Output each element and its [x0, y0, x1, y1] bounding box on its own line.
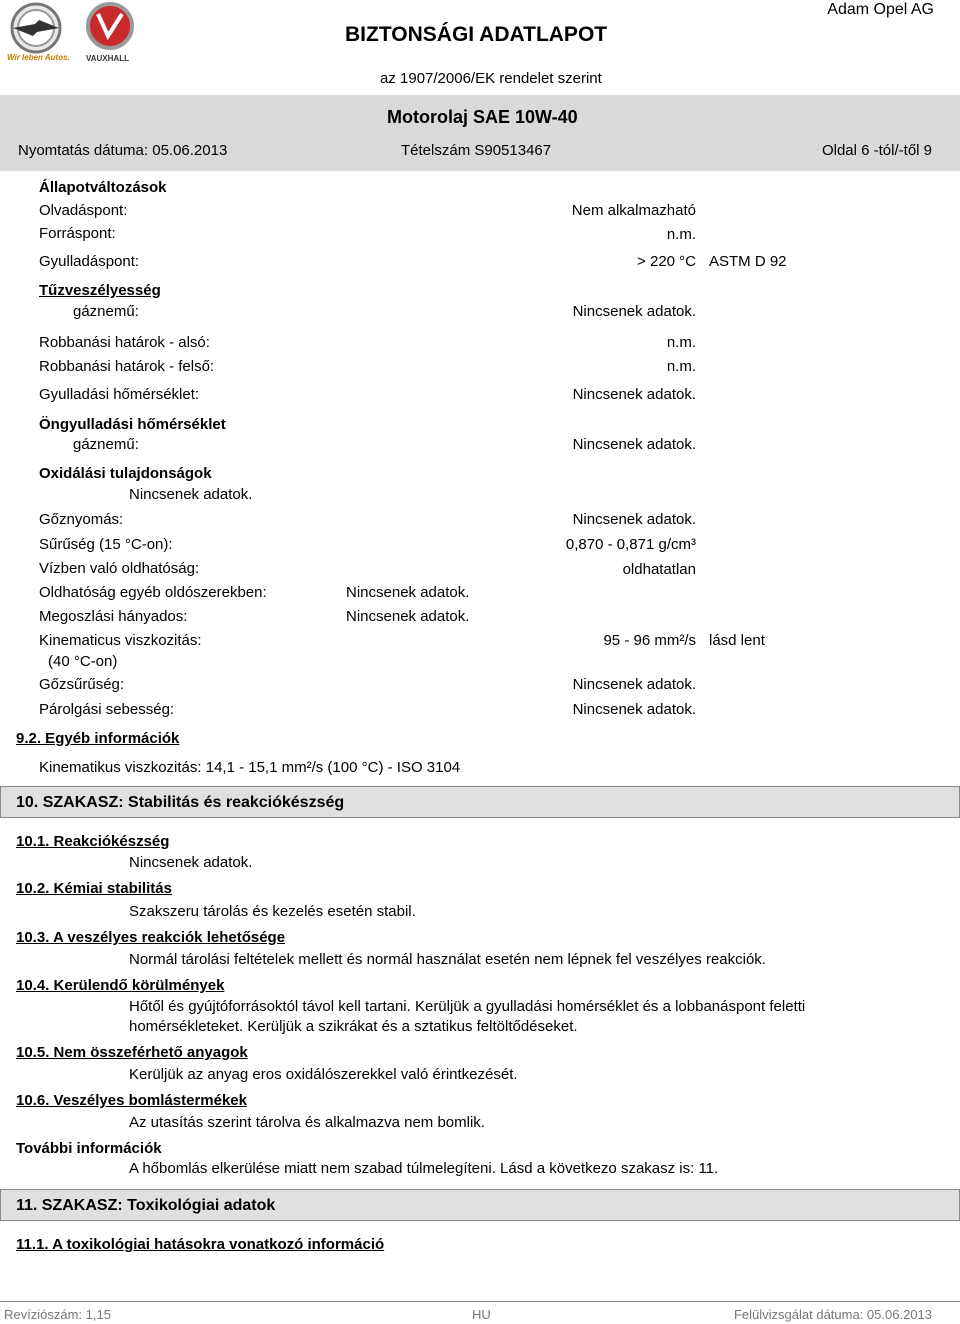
density-value: 0,870 - 0,871 g/cm³ [565, 536, 696, 553]
incompatible-heading: 10.5. Nem összeférhető anyagok [16, 1044, 248, 1061]
kinematic-viscosity-label: Kinematicus viszkozitás: [39, 632, 202, 649]
boiling-value: n.m. [666, 226, 696, 243]
vapor-pressure-label: Gőznyomás: [39, 511, 124, 528]
vapor-density-label: Gőzsűrűség: [39, 676, 125, 693]
section-10-title: 10. SZAKASZ: Stabilitás és reakciókészség [16, 794, 345, 811]
hazardous-reactions-heading: 10.3. A veszélyes reakciók lehetősége [16, 929, 286, 946]
other-info-heading: 9.2. Egyéb információk [16, 730, 180, 747]
company-name: Adam Opel AG [827, 1, 934, 18]
oxid-heading: Oxidálási tulajdonságok [39, 465, 212, 482]
kinematic-viscosity-sub: (40 °C-on) [48, 653, 118, 670]
language-code: HU [472, 1307, 491, 1322]
footer-divider [0, 1301, 960, 1302]
vapor-pressure-value: Nincsenek adatok. [572, 511, 696, 528]
expl-up-value: n.m. [666, 358, 696, 375]
reactivity-heading: 10.1. Reakciókészség [16, 833, 170, 850]
autoign-heading: Öngyulladási hőmérséklet [39, 416, 226, 433]
melting-label: Olvadáspont: [39, 202, 128, 219]
fire-hazard-heading: Tűzveszélyesség [39, 282, 161, 299]
partition-label: Megoszlási hányados: [39, 608, 188, 625]
boiling-label: Forráspont: [39, 225, 116, 242]
opel-tagline: Wir leben Autos. [7, 53, 70, 62]
evaporation-label: Párolgási sebesség: [39, 701, 175, 718]
vauxhall-text: VAUXHALL [86, 54, 129, 63]
stability-text: Szakszeru tárolás és kezelés esetén stabil. [129, 903, 416, 920]
print-date: Nyomtatás dátuma: 05.06.2013 [18, 142, 228, 159]
item-number: Tételszám S90513467 [401, 142, 552, 159]
water-solubility-label: Vízben való oldhatóság: [39, 560, 200, 577]
opel-logo [5, 2, 70, 64]
autoign-gas-label: gáznemű: [73, 436, 139, 453]
incompatible-text: Kerüljük az anyag eros oxidálószerekkel való érintkezését. [129, 1066, 518, 1083]
expl-up-label: Robbanási határok - felső: [39, 358, 215, 375]
decomposition-text: Az utasítás szerint tárolva és alkalmazva nem bomlik. [129, 1114, 485, 1131]
page-number: Oldal 6 -tól/-től 9 [821, 142, 932, 159]
melting-value: Nem alkalmazható [571, 202, 696, 219]
revision-number: Revíziószám: 1,15 [4, 1307, 111, 1322]
review-date: Felülvizsgálat dátuma: 05.06.2013 [733, 1307, 932, 1322]
further-info-text: A hőbomlás elkerülése miatt nem szabad túlmelegíteni. Lásd a következo szakasz is: 11. [129, 1160, 719, 1177]
gaseous-label: gáznemű: [73, 303, 139, 320]
water-solubility-value: oldhatatlan [622, 561, 696, 578]
evaporation-value: Nincsenek adatok. [572, 701, 696, 718]
product-name: Motorolaj SAE 10W-40 [387, 107, 578, 127]
expl-low-label: Robbanási határok - alsó: [39, 334, 210, 351]
conditions-avoid-text-1: Hőtől és gyújtóforrásoktól távol kell tartani. Kerüljük a gyulladási homérséklet és a lobbanáspont feletti [129, 998, 806, 1015]
reactivity-text: Nincsenek adatok. [129, 854, 253, 871]
density-label: Sűrűség (15 °C-on): [39, 536, 173, 553]
other-solubility-value: Nincsenek adatok. [346, 584, 470, 601]
further-info-heading: További információk [16, 1140, 162, 1157]
oxid-value: Nincsenek adatok. [129, 486, 253, 503]
vauxhall-logo [82, 2, 142, 64]
gaseous-value: Nincsenek adatok. [572, 303, 696, 320]
flash-value: > 220 °C [637, 253, 696, 270]
toxicology-heading: 11.1. A toxikológiai hatásokra vonatkozó információ [16, 1236, 385, 1253]
kinematic-viscosity-value: 95 - 96 mm²/s [603, 632, 696, 649]
ignition-value: Nincsenek adatok. [572, 386, 696, 403]
state-changes-heading: Állapotváltozások [39, 179, 167, 196]
other-info-text: Kinematikus viszkozitás: 14,1 - 15,1 mm²/s (100 °C) - ISO 3104 [39, 759, 461, 776]
partition-value: Nincsenek adatok. [346, 608, 470, 625]
section-11-title: 11. SZAKASZ: Toxikológiai adatok [16, 1197, 276, 1214]
flash-method: ASTM D 92 [709, 253, 787, 270]
flash-label: Gyulladáspont: [39, 253, 140, 270]
hazardous-reactions-text: Normál tárolási feltételek mellett és normál használat esetén nem lépnek fel veszélyes reakciók. [129, 951, 766, 968]
conditions-avoid-heading: 10.4. Kerülendő körülmények [16, 977, 225, 994]
document-title: BIZTONSÁGI ADATLAPOT [345, 23, 608, 46]
ignition-label: Gyulladási hőmérséklet: [39, 386, 200, 403]
expl-low-value: n.m. [666, 334, 696, 351]
conditions-avoid-text-2: homérsékleteket. Kerüljük a szikrákat és a sztatikus feltöltődéseket. [129, 1018, 578, 1035]
other-solubility-label: Oldhatóság egyéb oldószerekben: [39, 584, 267, 601]
vapor-density-value: Nincsenek adatok. [572, 676, 696, 693]
stability-heading: 10.2. Kémiai stabilitás [16, 880, 172, 897]
kinematic-viscosity-note: lásd lent [709, 632, 765, 649]
decomposition-heading: 10.6. Veszélyes bomlástermékek [16, 1092, 247, 1109]
autoign-gas-value: Nincsenek adatok. [572, 436, 696, 453]
regulation-text: az 1907/2006/EK rendelet szerint [380, 70, 602, 87]
